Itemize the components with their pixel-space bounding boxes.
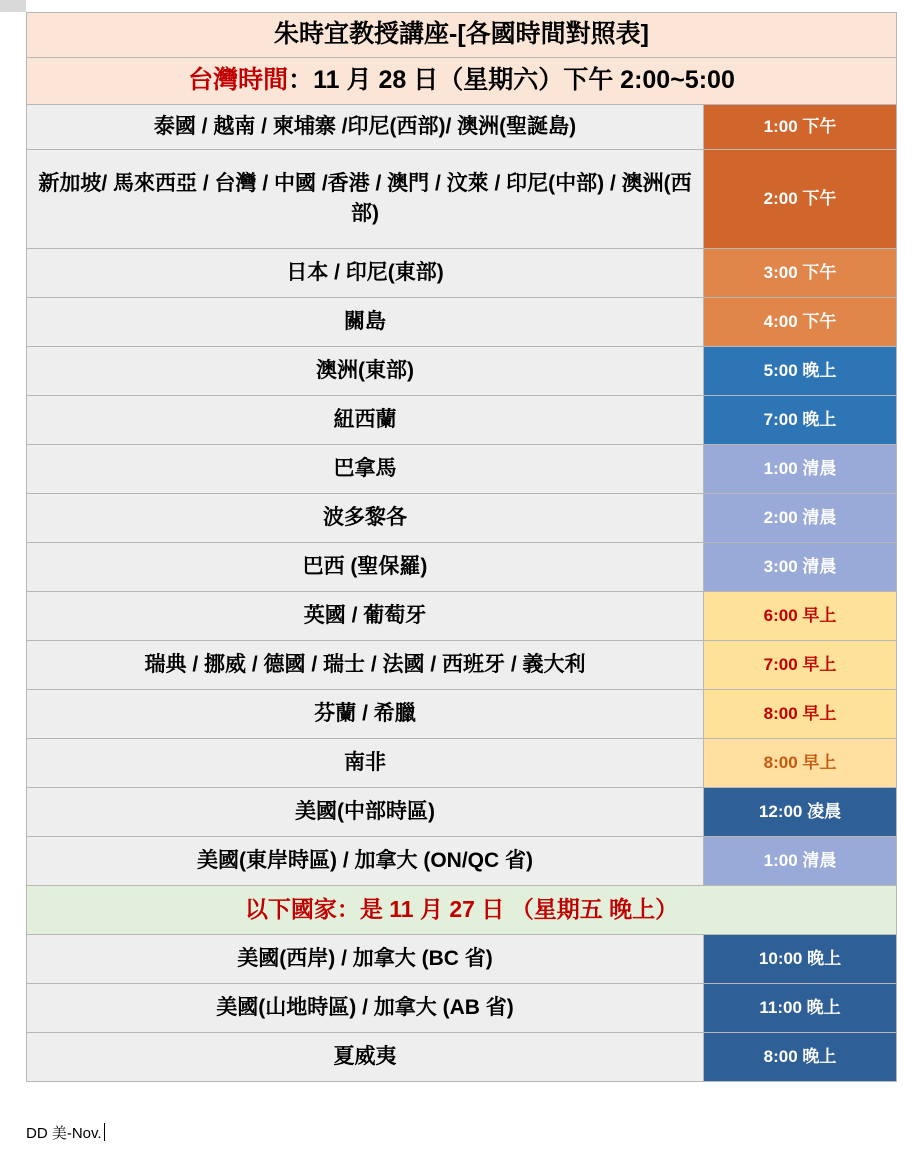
row-time: 5:00 晚上 xyxy=(763,360,837,380)
table-row xyxy=(27,150,897,249)
table-body xyxy=(27,13,897,1082)
row-country: 南非 xyxy=(27,739,703,787)
note-text: 以下國家：是 11 月 27 日 （星期五 晚上） xyxy=(244,896,679,923)
text-cursor xyxy=(104,1123,105,1141)
subtitle xyxy=(27,58,896,104)
row-country: 關島 xyxy=(27,298,703,346)
row-time: 8:00 早上 xyxy=(763,703,837,723)
footer-text: DD 美-Nov. xyxy=(26,1125,102,1142)
title-row xyxy=(27,13,897,58)
table-row xyxy=(27,984,897,1033)
row-country: 美國(東岸時區) / 加拿大 (ON/QC 省) xyxy=(27,837,703,885)
row-time: 1:00 下午 xyxy=(763,116,837,136)
table-row xyxy=(27,396,897,445)
table-row xyxy=(27,298,897,347)
table-row xyxy=(27,543,897,592)
row-country: 新加坡/ 馬來西亞 / 台灣 / 中國 /香港 / 澳門 / 汶萊 / 印尼(中部) / 澳洲(西部) xyxy=(27,150,703,248)
row-country: 芬蘭 / 希臘 xyxy=(27,690,703,738)
row-country: 美國(山地時區) / 加拿大 (AB 省) xyxy=(27,984,703,1032)
row-country: 波多黎各 xyxy=(27,494,703,542)
row-country: 日本 / 印尼(東部) xyxy=(27,249,703,297)
row-time: 2:00 下午 xyxy=(763,188,837,208)
row-time: 12:00 凌晨 xyxy=(758,801,842,821)
table-row xyxy=(27,249,897,298)
table-row xyxy=(27,739,897,788)
footer-note xyxy=(26,1122,105,1143)
row-country: 美國(中部時區) xyxy=(27,788,703,836)
row-time: 1:00 清晨 xyxy=(763,458,837,478)
row-time: 2:00 清晨 xyxy=(763,507,837,527)
row-country: 瑞典 / 挪威 / 德國 / 瑞士 / 法國 / 西班牙 / 義大利 xyxy=(27,641,703,689)
row-time: 11:00 晚上 xyxy=(759,997,841,1017)
row-country: 夏威夷 xyxy=(27,1033,703,1081)
row-country: 巴西 (聖保羅) xyxy=(27,543,703,591)
row-country: 紐西蘭 xyxy=(27,396,703,444)
row-time: 7:00 早上 xyxy=(763,654,837,674)
page-title: 朱時宜教授講座-[各國時間對照表] xyxy=(274,20,649,49)
row-time: 6:00 早上 xyxy=(763,605,837,625)
time-conversion-table xyxy=(26,12,897,1082)
row-country: 澳洲(東部) xyxy=(27,347,703,395)
table-row xyxy=(27,1033,897,1082)
table-row xyxy=(27,592,897,641)
row-time: 1:00 清晨 xyxy=(763,850,837,870)
table-row xyxy=(27,690,897,739)
row-time: 8:00 晚上 xyxy=(763,1046,837,1066)
row-time: 4:00 下午 xyxy=(763,311,837,331)
table-row xyxy=(27,347,897,396)
subtitle-value: ：11 月 28 日（星期六）下午 2:00~5:00 xyxy=(288,66,735,95)
row-country: 美國(西岸) / 加拿大 (BC 省) xyxy=(27,935,703,983)
table-row xyxy=(27,445,897,494)
table-row xyxy=(27,788,897,837)
subtitle-label: 台灣時間 xyxy=(188,66,289,95)
note-row xyxy=(27,886,897,935)
row-country: 泰國 / 越南 / 柬埔寨 /印尼(西部)/ 澳洲(聖誕島) xyxy=(27,105,703,149)
table-row xyxy=(27,641,897,690)
page-corner-marker xyxy=(0,0,26,12)
time-conversion-sheet xyxy=(26,12,896,1082)
table-row xyxy=(27,935,897,984)
row-country: 巴拿馬 xyxy=(27,445,703,493)
table-row xyxy=(27,494,897,543)
row-time: 7:00 晚上 xyxy=(763,409,837,429)
row-time: 8:00 早上 xyxy=(763,752,837,772)
row-country: 英國 / 葡萄牙 xyxy=(27,592,703,640)
subtitle-row xyxy=(27,58,897,105)
row-time: 3:00 清晨 xyxy=(763,556,837,576)
row-time: 3:00 下午 xyxy=(763,262,837,282)
table-row xyxy=(27,837,897,886)
row-time: 10:00 晚上 xyxy=(758,948,842,968)
table-row xyxy=(27,105,897,150)
